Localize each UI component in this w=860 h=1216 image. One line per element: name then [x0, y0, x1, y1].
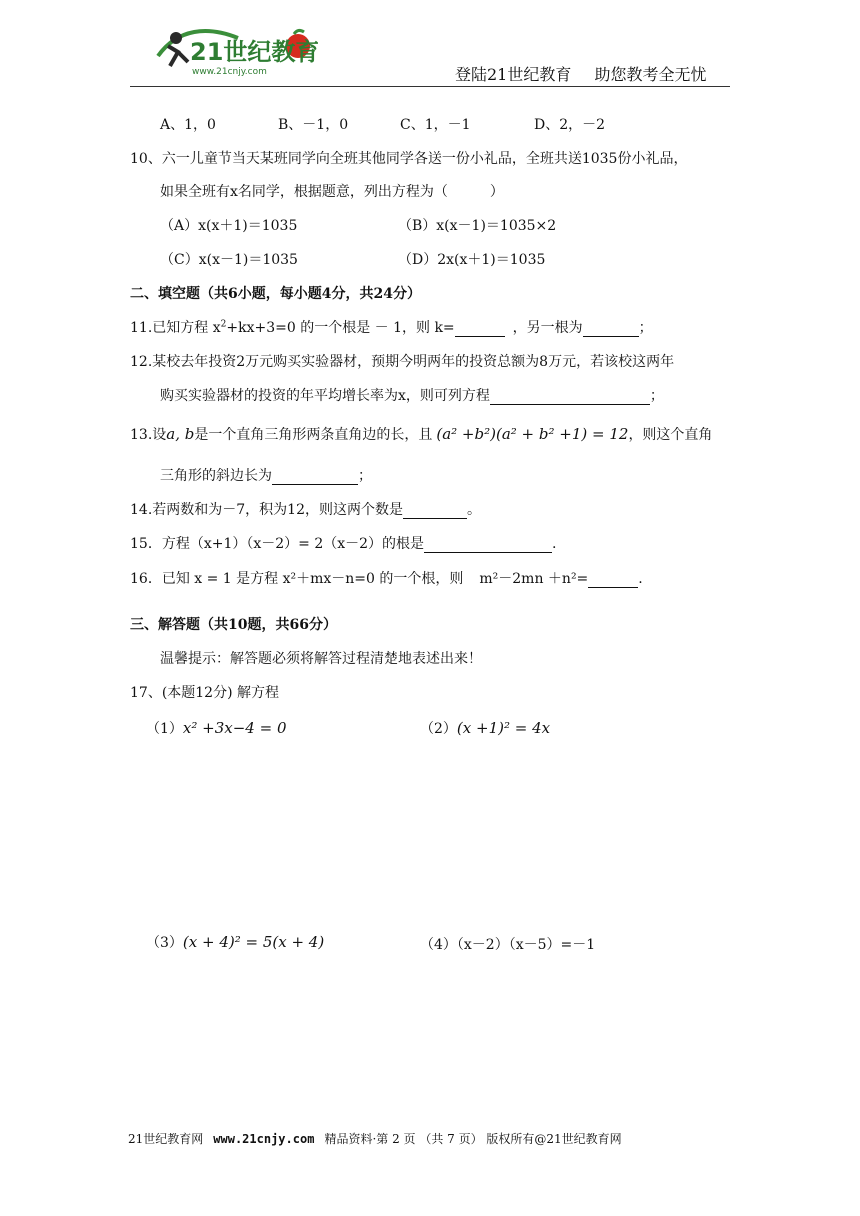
q10-option-c: （C）x(x－1)＝1035 [160, 252, 298, 268]
q15-text: 15．方程（x+1）（x－2）= 2（x－2）的根是 [130, 536, 425, 552]
q15-end: . [552, 536, 557, 552]
q9-option-b: B、－1，0 [278, 117, 349, 133]
q12-end: ； [649, 388, 664, 404]
q15 [130, 533, 557, 553]
q12-text: 购买实验器材的投资的年平均增长率为x，则可列方程 [160, 388, 490, 404]
q13-line1 [130, 424, 712, 444]
q17-p3-label: （3） [146, 935, 183, 951]
q17-p2-label: （2） [420, 721, 457, 737]
footer-site-link[interactable]: www.21cnjy.com [213, 1132, 315, 1146]
q12-blank[interactable] [490, 388, 650, 405]
q14-end: 。 [467, 502, 481, 518]
logo-url: www.21cnjy.com [192, 67, 267, 77]
q17-part2 [420, 718, 550, 738]
q16-pre: 16．已知 x = 1 是方程 x²＋mx－n=0 的一个根，则 [130, 571, 464, 587]
page-footer [128, 1130, 622, 1147]
q17-p2-eq: (x +1)² = 4x [456, 719, 551, 737]
q13-equation: (a² +b²)(a² + b² +1) = 12 [436, 425, 629, 443]
q16-expr: m²－2mn ＋n²= [479, 571, 589, 587]
slogan-help: 助您教考全无忧 [594, 65, 707, 84]
q17-part1 [146, 718, 287, 738]
q17-p3-eq: (x + 4)² = 5(x + 4) [182, 933, 325, 951]
q13-blank[interactable] [272, 468, 358, 485]
q16-end: . [638, 571, 643, 587]
q13-text2: 三角形的斜边长为 [160, 468, 272, 484]
q10-line2: 如果全班有x名同学，根据题意，列出方程为（ ） [160, 184, 504, 200]
q12-line2 [160, 385, 664, 405]
q13-end: ； [358, 468, 372, 484]
q14 [130, 499, 481, 519]
q15-blank[interactable] [424, 536, 552, 553]
section-solve-title: 三、解答题（共10题，共66分） [130, 617, 337, 633]
q13-line2 [160, 465, 372, 485]
q10-option-b: （B）x(x－1)＝1035×2 [398, 218, 557, 234]
q11-blank-root[interactable] [583, 320, 639, 337]
slogan-login: 登陆21世纪教育 [455, 65, 572, 84]
q17-part3 [146, 932, 324, 952]
q13-pre: 13.设 [130, 427, 167, 443]
q10-option-a: （A）x(x＋1)＝1035 [160, 218, 298, 234]
q17-p1-label: （1） [146, 721, 183, 737]
site-logo[interactable] [148, 18, 318, 78]
q11-pre: 11.已知方程 x [130, 320, 221, 336]
q17-part4: （4）（x－2）（x－5）=－1 [420, 937, 596, 953]
footer-left: 21世纪教育网 [128, 1132, 204, 1146]
q11-mid: +kx+3=0 的一个根是 － 1，则 k= [226, 320, 455, 336]
section-fill-blank-title: 二、填空题（共6小题，每小题4分，共24分） [130, 286, 421, 302]
q11-sup: 2 [220, 319, 227, 330]
q13-post: ，则这个直角 [628, 427, 713, 443]
logo-graphic [148, 18, 318, 78]
q10-line1: 10、六一儿童节当天某班同学向全班其他同学各送一份小礼品，全班共送1035份小礼品， [130, 151, 688, 167]
q17-title: 17、(本题12分) 解方程 [130, 685, 280, 701]
q10-option-d: （D）2x(x＋1)＝1035 [398, 252, 546, 268]
q9-option-a: A、1，0 [160, 117, 216, 133]
q17-p1-eq: x² +3x−4 = 0 [182, 719, 287, 737]
q16-blank[interactable] [588, 571, 638, 588]
solve-hint: 温馨提示：解答题必须将解答过程清楚地表述出来！ [160, 651, 482, 667]
logo-text: 21世纪教育 [190, 38, 318, 66]
q16 [130, 568, 643, 588]
q12-line1: 12.某校去年投资2万元购买实验器材，预期今明两年的投资总额为8万元，若该校这两年 [130, 354, 675, 370]
q13-mid: 是一个直角三角形两条直角边的长，且 [194, 427, 433, 443]
q9-option-c: C、1，－1 [400, 117, 471, 133]
q9-option-d: D、2，－2 [534, 117, 606, 133]
q11-blank-k[interactable] [455, 320, 505, 337]
header-slogan [455, 62, 706, 85]
q11-end: ； [638, 320, 653, 336]
footer-right: 精品资料·第 2 页 （共 7 页） 版权所有@21世纪教育网 [324, 1132, 622, 1146]
q14-blank[interactable] [403, 502, 467, 519]
q14-text: 14.若两数和为－7，积为12，则这两个数是 [130, 502, 403, 518]
header-divider [130, 86, 730, 87]
q13-ab: a, b [166, 425, 195, 443]
q11 [130, 317, 653, 337]
q11-mid2: ，另一根为 [512, 320, 583, 336]
